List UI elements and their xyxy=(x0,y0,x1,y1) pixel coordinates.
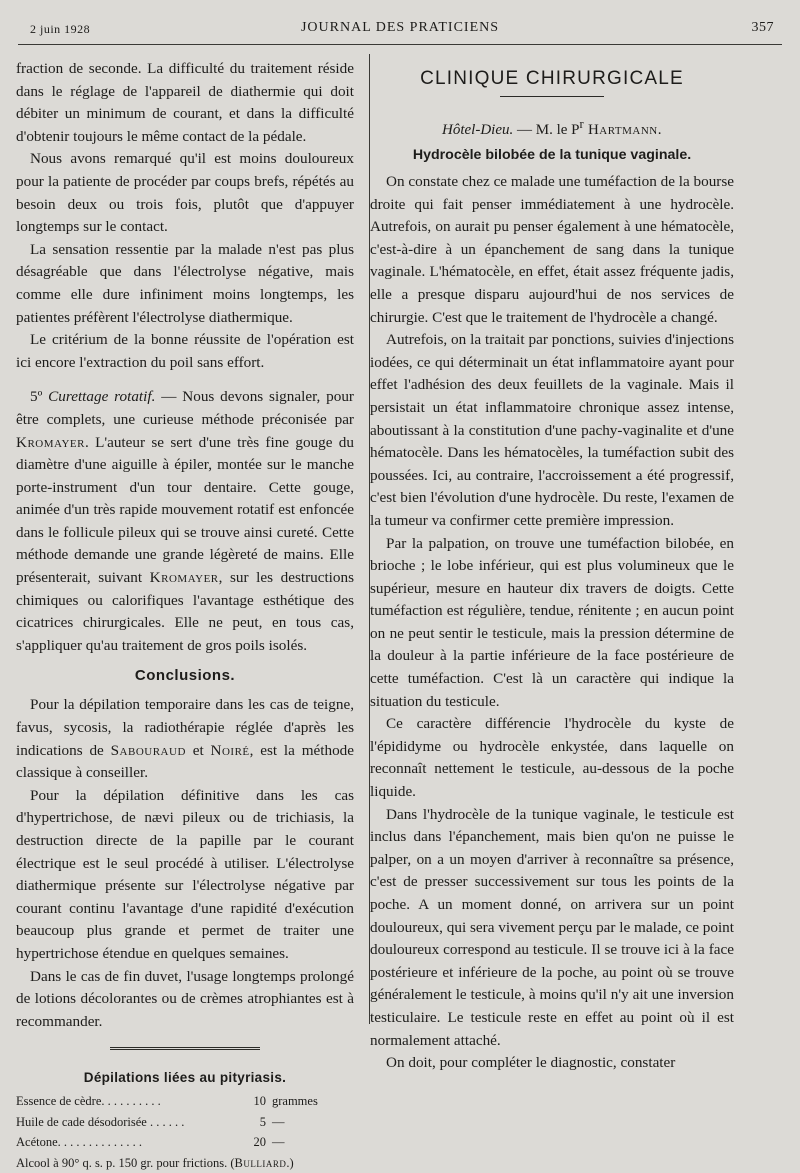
ingredient-quantity: 20 xyxy=(253,1135,266,1150)
article-subject: Hydrocèle bilobée de la tunique vaginale. xyxy=(412,147,692,163)
author-name: Hartmann. xyxy=(583,122,662,138)
recipe-row xyxy=(16,1132,354,1153)
ingredient-unit: — xyxy=(272,1135,285,1150)
section-number: 5º xyxy=(30,388,49,406)
text-run: Pour la dépilation temporaire dans les cas de teigne, favus, sycosis, la radiothérapie réglée d'après les indications de xyxy=(16,696,354,759)
ingredient-unit: grammes xyxy=(272,1094,318,1109)
author-name: Sabouraud xyxy=(110,741,186,759)
author-name: Kromayer xyxy=(149,569,219,587)
author-name: Bulliard xyxy=(234,1155,287,1170)
page-number: 357 xyxy=(751,20,774,35)
header-rule xyxy=(18,44,782,45)
ingredient-quantity: 10 xyxy=(253,1094,266,1109)
paragraph-differential: Ce caractère différencie l'hydrocèle du kyste de l'épididyme ou hydrocèle enkystée, dans laquelle on reconnaît nettement le testicule, au-dessous de la poche liquide. xyxy=(370,715,734,801)
text-run: . L'auteur se sert d'une très fine gouge du diamètre d'une aiguille à épiler, montée sur le manche porte-instrument d'un tour dentaire. Cette gouge, animée d'un très rapide mouvement rotatif est enfoncée dans le follicule pileux qui se trouve ainsi cureté. Cette méthode demande une grande légèreté de mains. Elle présenterait, suivant xyxy=(16,433,354,587)
ingredient-name: Huile de cade désodorisée . . . . . . xyxy=(16,1114,185,1129)
author-name: Noiré xyxy=(210,741,250,759)
spacer xyxy=(16,374,354,386)
text-run: .) xyxy=(286,1155,294,1170)
text-run: et xyxy=(185,741,211,759)
right-column xyxy=(370,60,734,1075)
paragraph-diathermy-difficulty: fraction de seconde. La difficulté du traitement réside dans le réglage de l'appareil de diathermie qui doit débiter un minimum de courant, et dans la difficulté d'obtenir toujours le même contact de la pédale. xyxy=(16,60,354,145)
ingredient-unit: — xyxy=(272,1114,285,1129)
hospital-name: Hôtel-Dieu. xyxy=(442,122,514,138)
paragraph-temporary-depilation xyxy=(16,694,354,784)
paragraph-palpation: Par la palpation, on trouve une tuméfaction bilobée, en brioche ; le lobe inférieur, qui est plus volumineux que le supérieur, mesure en hauteur dix travers de doigts. Cette tuméfaction est régulière, tendue, rénitente ; en aucun point on ne peut sentir le testicule, mais la pression détermine de la douleur à la partie inférieure de la face postérieure de cette tuméfaction. C'est là un caractère qui indique la situation du testicule. xyxy=(370,534,734,710)
text-run: , sur les destructions chimiques ou calorifiques l'avantage esthétique des cicatrices chirurgicales. Elle ne peut, en tous cas, s'appliquer qu'au traitement de gros poils isolés. xyxy=(16,569,354,654)
paragraph-short-pulses: Nous avons remarqué qu'il est moins douloureux pour la patiente de procéder par coups brefs, répétés au besoin deux ou trois fois, plutôt que d'appuyer longtemps sur le contact. xyxy=(16,150,354,236)
author-name: Kromayer xyxy=(16,433,85,451)
text-run: Alcool à 90° q. s. p. 150 gr. pour frictions. ( xyxy=(16,1155,235,1170)
text-run: , est la méthode classique à conseiller. xyxy=(16,741,354,782)
section-separator xyxy=(110,1047,260,1054)
paragraph-testicle-location: Dans l'hydrocèle de la tunique vaginale, le testicule est inclus dans l'épanchement, mais bien qu'on ne puisse le palper, on a un moyen d'arriver à reconnaître sa présence, c'est de presser successivement sur tous les points de la poche. A un moment donné, on arrivera sur un point douloureux, qui sera vivement perçu par le malade, ce point douloureux correspond au testicule. Il se trouve ici à la face postérieure et inférieure de la poche, au point où se trouve généralement le testicule, à moins qu'il n'y ait une inversion testiculaire. Le testicule reste en effet au point où il est normalement attaché. xyxy=(370,805,734,1049)
recipe-heading: Dépilations liées au pityriasis. xyxy=(83,1070,287,1086)
title-superscript: r xyxy=(579,117,584,131)
recipe-row xyxy=(16,1091,354,1112)
paragraph-diagnosis: On doit, pour compléter le diagnostic, constater xyxy=(386,1054,676,1072)
paragraph-definitive-depilation: Pour la dépilation définitive dans les cas d'hypertrichose, de nævi pileux ou de trichiasis, la destruction directe de la papille par le courant électrique est le seul procédé à utiliser. L'électrolyse diathermique présente sur l'électrolyse négative par courant continu l'avantage d'une rapidité d'exécution beaucoup plus grande et permet de traiter une hypertrichose étendue en quelques semaines. xyxy=(16,786,354,962)
ingredient-name: Essence de cèdre. . . . . . . . . . xyxy=(16,1094,161,1109)
paragraph-observation: On constate chez ce malade une tuméfaction de la bourse droite qui fait penser immédiatement à une hydrocèle. Autrefois, on aurait pu penser également à une hématocèle, c'est-à-dire à un épanchement de sang dans la tunique vaginale. L'hématocèle, en effet, était assez fréquente jadis, elle a presque disparu aujourd'hui de nos services de chirurgie. C'est que le traitement de l'hydrocèle a changé. xyxy=(370,173,734,326)
title-rule xyxy=(500,96,604,97)
conclusions-heading: Conclusions. xyxy=(134,667,236,685)
running-header xyxy=(22,20,778,42)
issue-date: 2 juin 1928 xyxy=(30,22,91,36)
ingredient-quantity: 5 xyxy=(259,1114,266,1129)
section-title: CLINIQUE CHIRURGICALE xyxy=(420,68,684,89)
text-run: — Nous devons signaler, pour être complets, une curieuse méthode préconisée par xyxy=(16,388,354,428)
paragraph-history: Autrefois, on la traitait par ponctions, suivies d'injections iodées, ce qui déterminait un état inflammatoire ayant pour effet l'adhésion des deux feuillets de la vaginale. Mais il persistait un état inflammatoire chronique assez intense, aboutissant à la constitution d'une pachy-vaginalite et d'une hématocèle. Dans les hématocèles, la tuméfaction subit des poussées. Ici, au contraire, l'accroissement a été progressif, c'est bien l'évolution d'une hydrocèle. Du reste, l'examen de la tumeur va confirmer cette première impression. xyxy=(370,331,734,529)
left-column xyxy=(16,58,354,1173)
paragraph-sensation: La sensation ressentie par la malade n'est pas plus désagréable que dans l'électrolyse négative, mais comme elle dure infiniment moins longtemps, les patientes préfèrent l'électrolyse diathermique. xyxy=(16,240,354,326)
text-run: — M. le P xyxy=(513,122,580,138)
ingredient-name: Acétone. . . . . . . . . . . . . . xyxy=(16,1135,143,1150)
recipe-final-line xyxy=(16,1153,354,1173)
recipe-list xyxy=(16,1091,354,1173)
recipe-row xyxy=(16,1112,354,1133)
hospital-byline xyxy=(370,117,734,139)
section-title-curettage: Curettage rotatif. xyxy=(48,388,156,406)
paragraph-success-criterion: Le critérium de la bonne réussite de l'opération est ici encore l'extraction du poil sans effort. xyxy=(16,331,354,371)
paragraph-fine-down: Dans le cas de fin duvet, l'usage longtemps prolongé de lotions décolorantes ou de crèmes atrophiantes est à recommander. xyxy=(16,967,354,1030)
journal-title: JOURNAL DES PRATICIENS xyxy=(300,20,500,35)
paragraph-rotary-curettage xyxy=(16,386,354,657)
